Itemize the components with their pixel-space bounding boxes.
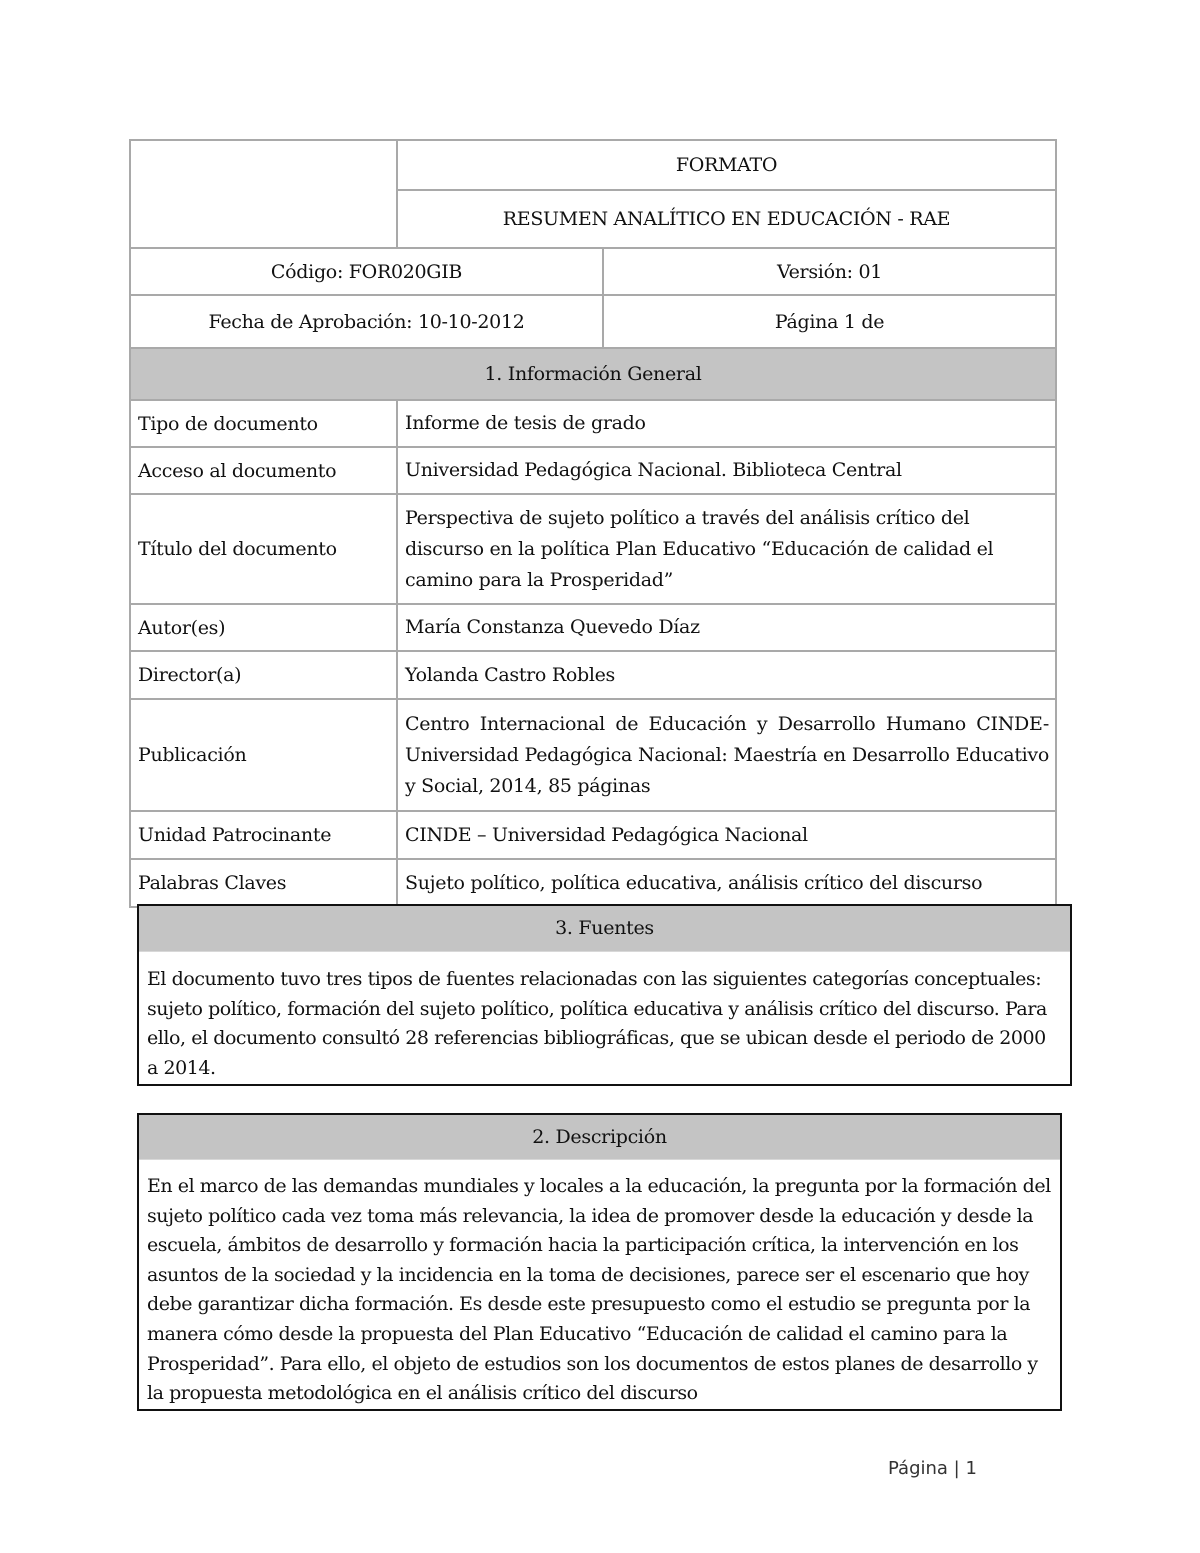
descripcion-title: 2. Descripción	[139, 1115, 1060, 1160]
code-cell: Código: FOR020GIB	[130, 248, 603, 295]
row-label: Autor(es)	[130, 604, 397, 651]
table-row	[130, 811, 1056, 859]
table-row	[130, 447, 1056, 494]
table-row	[130, 400, 1056, 447]
descripcion-body: En el marco de las demandas mundiales y locales a la educación, la pregunta por la formación del sujeto político cada vez toma más relevancia, la idea de promover desde la educación y desde la escuela, ámbitos de desarrollo y formación hacia la participación crítica, la intervención en los asuntos de la sociedad y la incidencia en la toma de decisiones, parece ser el escenario que hoy debe garantizar dicha formación. Es desde este presupuesto como el estudio se pregunta por la manera cómo desde la propuesta del Plan Educativo “Educación de calidad el camino para la Prosperidad”. Para ello, el objeto de estudios son los documentos de estos planes de desarrollo y la propuesta metodológica en el análisis crítico del discurso	[147, 1175, 1051, 1405]
rae-header-table	[129, 139, 1057, 908]
fuentes-section	[137, 904, 1072, 1086]
form-title: RESUMEN ANALÍTICO EN EDUCACIÓN - RAE	[397, 190, 1056, 248]
row-value: CINDE – Universidad Pedagógica Nacional	[397, 811, 1056, 859]
table-row	[130, 604, 1056, 651]
row-value: Yolanda Castro Robles	[397, 651, 1056, 699]
page-cell: Página 1 de	[603, 295, 1056, 348]
logo-cell	[130, 140, 397, 248]
page-number-footer: Página | 1	[888, 1458, 977, 1479]
row-label: Título del documento	[130, 494, 397, 604]
row-value: Perspectiva de sujeto político a través del análisis crítico del discurso en la política Plan Educativo “Educación de calidad el camino para la Prosperidad”	[397, 494, 1056, 604]
row-value: María Constanza Quevedo Díaz	[397, 604, 1056, 651]
row-value: Centro Internacional de Educación y Desarrollo Humano CINDE- Universidad Pedagógica Nacional: Maestría en Desarrollo Educativo y Social, 2014, 85 páginas	[397, 699, 1056, 811]
row-label: Publicación	[130, 699, 397, 811]
row-value: Informe de tesis de grado	[397, 400, 1056, 447]
row-value: Universidad Pedagógica Nacional. Biblioteca Central	[397, 447, 1056, 494]
row-value: Sujeto político, política educativa, análisis crítico del discurso	[397, 859, 1056, 907]
row-label: Unidad Patrocinante	[130, 811, 397, 859]
row-label: Tipo de documento	[130, 400, 397, 447]
table-row	[130, 699, 1056, 811]
general-info-title: 1. Información General	[130, 348, 1056, 400]
fuentes-title: 3. Fuentes	[139, 906, 1070, 952]
descripcion-section	[137, 1113, 1062, 1411]
table-row	[130, 494, 1056, 604]
approval-date-cell: Fecha de Aprobación: 10-10-2012	[130, 295, 603, 348]
table-row	[130, 651, 1056, 699]
table-row	[130, 859, 1056, 907]
format-label: FORMATO	[397, 140, 1056, 190]
row-label: Director(a)	[130, 651, 397, 699]
version-cell: Versión: 01	[603, 248, 1056, 295]
fuentes-body: El documento tuvo tres tipos de fuentes relacionadas con las siguientes categorías conceptuales: sujeto político, formación del sujeto político, política educativa y análisis crítico del discurso. Para ello, el documento consultó 28 referencias bibliográficas, que se ubican desde el periodo de 2000 a 2014.	[147, 968, 1047, 1079]
row-label: Palabras Claves	[130, 859, 397, 907]
row-label: Acceso al documento	[130, 447, 397, 494]
